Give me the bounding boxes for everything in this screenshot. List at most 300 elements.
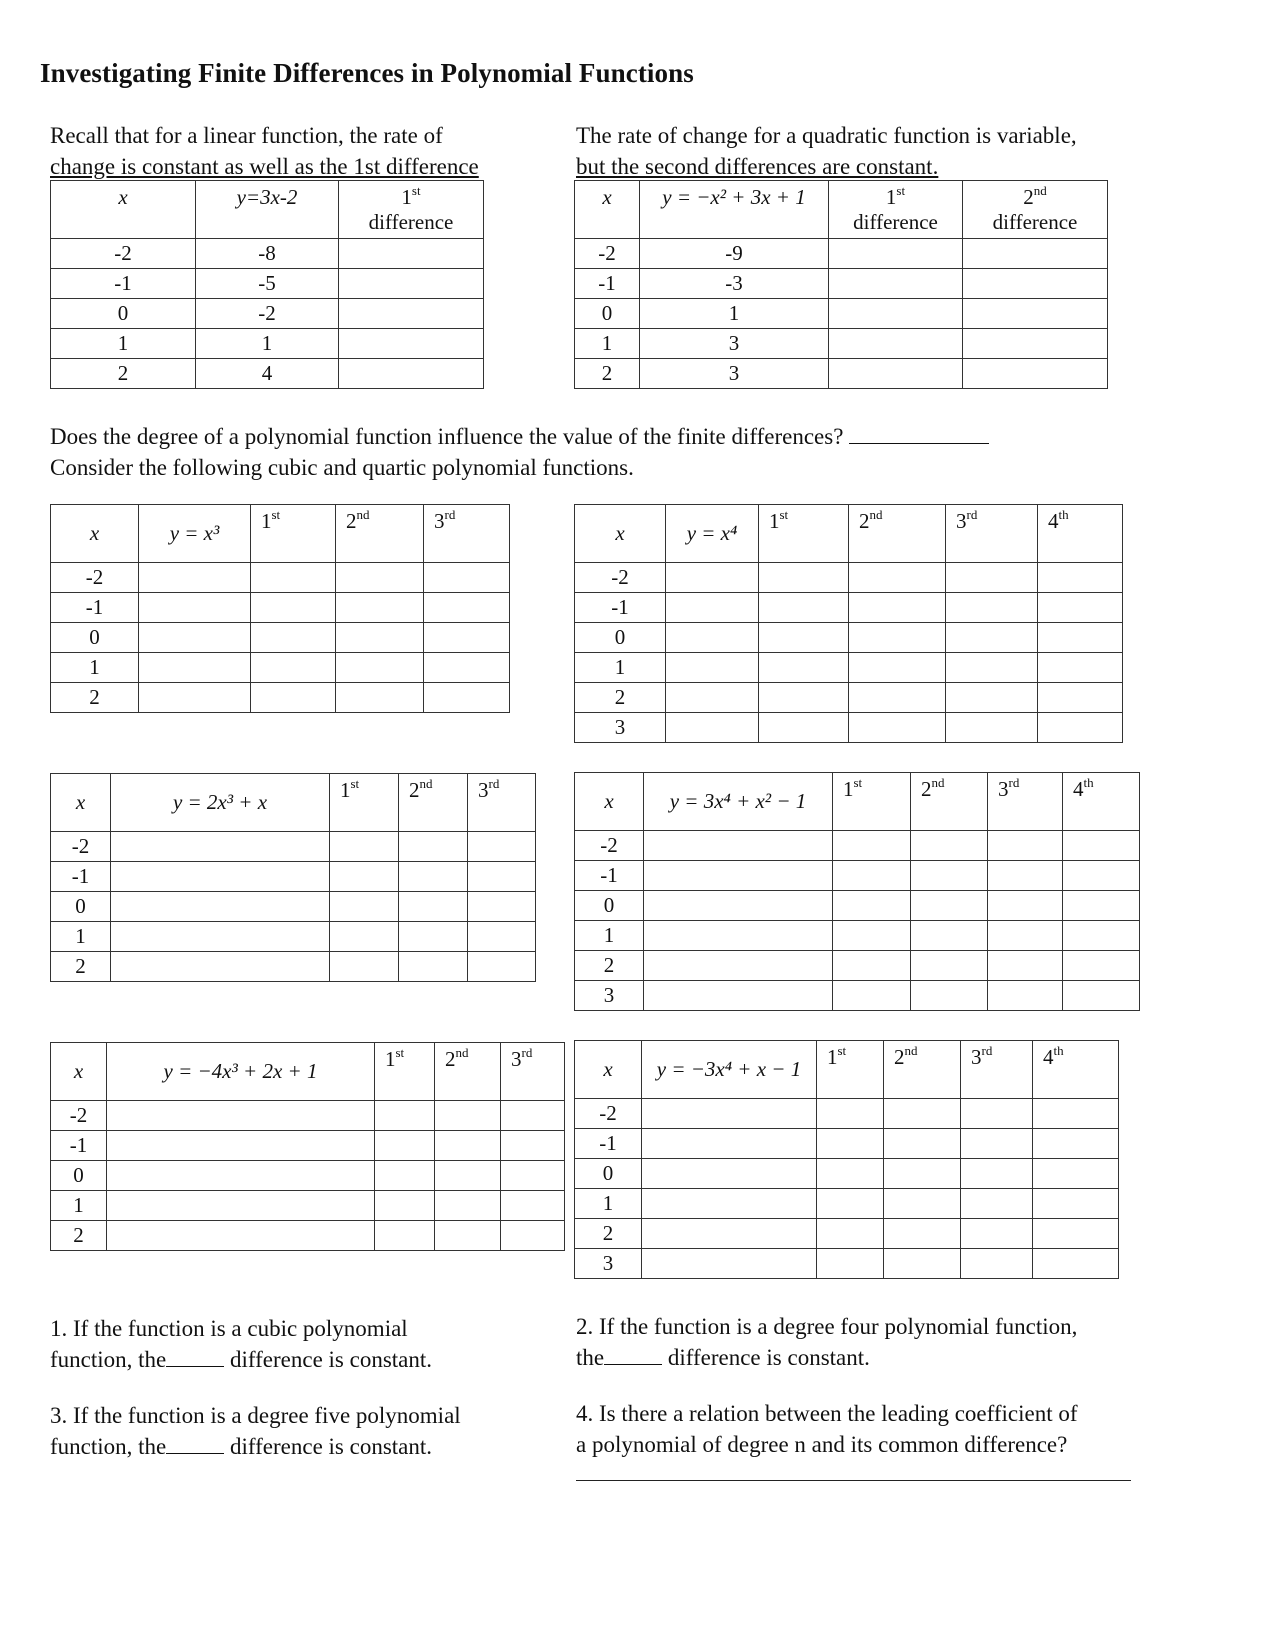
answer-cell[interactable] — [911, 831, 988, 861]
answer-cell[interactable] — [139, 563, 251, 593]
answer-cell[interactable] — [759, 563, 849, 593]
answer-cell[interactable] — [759, 713, 849, 743]
answer-cell[interactable] — [139, 623, 251, 653]
answer-cell[interactable] — [849, 563, 946, 593]
answer-cell[interactable] — [336, 593, 424, 623]
question-3 — [50, 1400, 530, 1462]
answer-cell[interactable] — [399, 892, 468, 922]
answer-cell[interactable] — [833, 951, 911, 981]
answer-cell[interactable] — [884, 1159, 961, 1189]
answer-cell[interactable] — [817, 1129, 884, 1159]
difference-header-3 — [946, 505, 1038, 563]
equation-header: y = x⁴ — [666, 505, 759, 563]
answer-cell[interactable] — [435, 1101, 501, 1131]
quadratic-second-diff-header — [963, 181, 1108, 239]
answer-cell[interactable] — [139, 653, 251, 683]
difference-header-4 — [1033, 1041, 1119, 1099]
table-row — [51, 623, 510, 653]
answer-cell[interactable] — [399, 952, 468, 982]
answer-cell[interactable] — [375, 1161, 435, 1191]
answer-cell[interactable] — [424, 683, 510, 713]
answer-cell[interactable] — [251, 623, 336, 653]
answer-cell[interactable] — [330, 922, 399, 952]
answer-cell[interactable] — [849, 683, 946, 713]
ord-sup: rd — [981, 1043, 993, 1058]
answer-cell[interactable] — [501, 1191, 565, 1221]
answer-cell[interactable] — [946, 653, 1038, 683]
ord-sup: rd — [966, 507, 978, 522]
answer-cell[interactable] — [961, 1249, 1033, 1279]
answer-cell[interactable] — [642, 1159, 817, 1189]
ord-sup: nd — [455, 1045, 469, 1060]
equation-header: y = x³ — [139, 505, 251, 563]
answer-cell[interactable] — [375, 1101, 435, 1131]
x-value-cell: -1 — [51, 593, 139, 623]
difference-header-1 — [833, 773, 911, 831]
answer-cell[interactable] — [946, 563, 1038, 593]
answer-cell[interactable] — [375, 1221, 435, 1251]
table-row — [575, 653, 1123, 683]
answer-cell[interactable] — [642, 1249, 817, 1279]
answer-cell[interactable] — [666, 653, 759, 683]
y-value-cell: -5 — [196, 269, 339, 299]
ord-num: 4 — [1073, 777, 1084, 801]
answer-cell[interactable] — [111, 952, 330, 982]
answer-cell[interactable] — [1063, 861, 1140, 891]
quadratic-first-diff-header — [829, 181, 963, 239]
answer-cell[interactable] — [501, 1131, 565, 1161]
table-row — [575, 713, 1123, 743]
answer-cell[interactable] — [829, 359, 963, 389]
table-row — [51, 1161, 565, 1191]
table-row — [575, 359, 1108, 389]
answer-cell[interactable] — [911, 951, 988, 981]
table-row — [575, 563, 1123, 593]
answer-cell[interactable] — [833, 861, 911, 891]
answer-cell[interactable] — [829, 299, 963, 329]
answer-cell[interactable] — [961, 1219, 1033, 1249]
answer-cell[interactable] — [1063, 921, 1140, 951]
y-value-cell: 3 — [640, 329, 829, 359]
q2-text-b: difference is constant. — [667, 1345, 870, 1370]
answer-cell[interactable] — [468, 922, 536, 952]
answer-cell[interactable] — [963, 329, 1108, 359]
answer-cell[interactable] — [435, 1131, 501, 1161]
answer-cell[interactable] — [1038, 683, 1123, 713]
answer-cell[interactable] — [1038, 593, 1123, 623]
answer-cell[interactable] — [817, 1219, 884, 1249]
table-row — [575, 329, 1108, 359]
answer-cell[interactable] — [1033, 1099, 1119, 1129]
equation-header: y = 2x³ + x — [111, 774, 330, 832]
answer-cell[interactable] — [111, 892, 330, 922]
answer-cell[interactable] — [501, 1221, 565, 1251]
answer-cell[interactable] — [644, 921, 833, 951]
answer-cell[interactable] — [829, 329, 963, 359]
answer-cell[interactable] — [375, 1131, 435, 1161]
answer-cell[interactable] — [988, 861, 1063, 891]
answer-cell[interactable] — [988, 981, 1063, 1011]
answer-cell[interactable] — [339, 239, 484, 269]
x-value-cell: 2 — [51, 683, 139, 713]
answer-cell[interactable] — [884, 1129, 961, 1159]
answer-cell[interactable] — [330, 952, 399, 982]
x-value-cell: 2 — [51, 952, 111, 982]
x-value-cell: 0 — [575, 623, 666, 653]
header-row — [575, 1041, 1119, 1099]
header-row — [51, 1043, 565, 1101]
table-row — [575, 831, 1140, 861]
answer-cell[interactable] — [911, 861, 988, 891]
answer-cell[interactable] — [251, 563, 336, 593]
answer-cell[interactable] — [817, 1189, 884, 1219]
answer-cell[interactable] — [1038, 653, 1123, 683]
ord-num: 2 — [859, 509, 870, 533]
answer-cell[interactable] — [336, 653, 424, 683]
answer-cell[interactable] — [644, 861, 833, 891]
answer-cell[interactable] — [644, 951, 833, 981]
ord-num: 3 — [971, 1045, 982, 1069]
answer-cell[interactable] — [961, 1129, 1033, 1159]
q1-line2 — [50, 1344, 520, 1375]
x-header: x — [575, 1041, 642, 1099]
table-row — [51, 1101, 565, 1131]
degree-question-line2: Consider the following cubic and quartic polynomial functions. — [50, 455, 634, 480]
answer-cell[interactable] — [468, 952, 536, 982]
answer-cell[interactable] — [963, 299, 1108, 329]
answer-cell[interactable] — [946, 623, 1038, 653]
answer-cell[interactable] — [666, 683, 759, 713]
ord-sup: st — [779, 507, 789, 522]
quadratic-intro — [576, 120, 1136, 182]
answer-cell[interactable] — [817, 1249, 884, 1279]
ord-num: 2 — [346, 509, 357, 533]
answer-cell[interactable] — [946, 593, 1038, 623]
x-value-cell: -2 — [51, 1101, 107, 1131]
answer-cell[interactable] — [399, 862, 468, 892]
equation-header: y = −4x³ + 2x + 1 — [107, 1043, 375, 1101]
answer-cell[interactable] — [1033, 1159, 1119, 1189]
difference-header-2 — [336, 505, 424, 563]
ord-num: 1 — [827, 1045, 838, 1069]
answer-cell[interactable] — [946, 713, 1038, 743]
x-value-cell: -2 — [575, 831, 644, 861]
answer-cell[interactable] — [963, 359, 1108, 389]
y-value-cell: 1 — [196, 329, 339, 359]
difference-header-2 — [911, 773, 988, 831]
answer-cell[interactable] — [1033, 1189, 1119, 1219]
answer-cell[interactable] — [435, 1191, 501, 1221]
answer-cell[interactable] — [107, 1221, 375, 1251]
diff-word: difference — [368, 210, 454, 234]
answer-cell[interactable] — [642, 1219, 817, 1249]
difference-header-1 — [759, 505, 849, 563]
answer-cell[interactable] — [251, 683, 336, 713]
x-header: x — [51, 1043, 107, 1101]
answer-cell[interactable] — [339, 299, 484, 329]
answer-cell[interactable] — [849, 653, 946, 683]
x-value-cell: 1 — [51, 1191, 107, 1221]
difference-header-3 — [468, 774, 536, 832]
cubic-b-table — [50, 773, 536, 982]
answer-cell[interactable] — [644, 891, 833, 921]
answer-cell[interactable] — [468, 832, 536, 862]
answer-cell[interactable] — [884, 1099, 961, 1129]
difference-header-1 — [330, 774, 399, 832]
answer-cell[interactable] — [963, 239, 1108, 269]
table-row — [575, 861, 1140, 891]
diff-word: difference — [992, 210, 1078, 234]
table-row — [51, 1131, 565, 1161]
answer-cell[interactable] — [399, 832, 468, 862]
x-value-cell: 1 — [575, 329, 640, 359]
answer-cell[interactable] — [111, 832, 330, 862]
answer-cell[interactable] — [666, 593, 759, 623]
ord-sup: nd — [1033, 183, 1047, 198]
diff-word: difference — [853, 210, 938, 234]
answer-cell[interactable] — [107, 1191, 375, 1221]
ord-num: 2 — [445, 1047, 456, 1071]
ord-sup: th — [1058, 507, 1069, 522]
answer-cell[interactable] — [833, 921, 911, 951]
degree-question-line1 — [50, 421, 1150, 452]
ord-sup: rd — [488, 776, 500, 791]
y-value-cell: -8 — [196, 239, 339, 269]
answer-cell[interactable] — [911, 921, 988, 951]
quartic-c-table — [574, 1040, 1119, 1279]
quadratic-equation-header: y = −x² + 3x + 1 — [640, 181, 829, 239]
difference-header-3 — [988, 773, 1063, 831]
q1-text-b: difference is constant. — [230, 1347, 433, 1372]
ord-sup: th — [1083, 775, 1094, 790]
answer-cell[interactable] — [336, 683, 424, 713]
table-row — [575, 239, 1108, 269]
table-row — [575, 623, 1123, 653]
x-value-cell: 2 — [575, 1219, 642, 1249]
difference-header-3 — [501, 1043, 565, 1101]
answer-cell[interactable] — [849, 593, 946, 623]
answer-cell[interactable] — [988, 831, 1063, 861]
answer-cell[interactable] — [829, 269, 963, 299]
x-value-cell: 0 — [575, 891, 644, 921]
answer-cell[interactable] — [849, 623, 946, 653]
answer-cell[interactable] — [111, 922, 330, 952]
ord-num: 1 — [340, 778, 351, 802]
answer-cell[interactable] — [339, 329, 484, 359]
answer-cell[interactable] — [251, 593, 336, 623]
answer-cell[interactable] — [424, 623, 510, 653]
answer-cell[interactable] — [424, 563, 510, 593]
answer-cell[interactable] — [759, 623, 849, 653]
x-value-cell: 0 — [575, 1159, 642, 1189]
answer-cell[interactable] — [666, 623, 759, 653]
ord-num: 2 — [1023, 185, 1034, 209]
answer-cell[interactable] — [336, 623, 424, 653]
x-value-cell: 1 — [51, 653, 139, 683]
ord-num: 2 — [921, 777, 932, 801]
answer-cell[interactable] — [1033, 1129, 1119, 1159]
answer-cell[interactable] — [642, 1129, 817, 1159]
answer-cell[interactable] — [468, 892, 536, 922]
q4-line2: a polynomial of degree n and its common difference? — [576, 1432, 1068, 1457]
table-row — [575, 683, 1123, 713]
answer-cell[interactable] — [911, 981, 988, 1011]
table-row — [51, 239, 484, 269]
answer-cell[interactable] — [961, 1159, 1033, 1189]
answer-cell[interactable] — [435, 1221, 501, 1251]
answer-cell[interactable] — [988, 891, 1063, 921]
q2-blank[interactable] — [604, 1342, 662, 1365]
answer-cell[interactable] — [107, 1161, 375, 1191]
answer-cell[interactable] — [961, 1189, 1033, 1219]
answer-cell[interactable] — [666, 563, 759, 593]
ord-sup: rd — [1008, 775, 1020, 790]
ord-sup: nd — [419, 776, 433, 791]
answer-cell[interactable] — [817, 1159, 884, 1189]
answer-cell[interactable] — [884, 1219, 961, 1249]
answer-cell[interactable] — [759, 653, 849, 683]
answer-cell[interactable] — [330, 862, 399, 892]
answer-cell[interactable] — [884, 1189, 961, 1219]
answer-cell[interactable] — [1038, 563, 1123, 593]
header-row — [51, 774, 536, 832]
y-value-cell: 4 — [196, 359, 339, 389]
q4-answer-line[interactable] — [576, 1480, 1131, 1481]
header-row — [575, 773, 1140, 831]
answer-cell[interactable] — [1063, 981, 1140, 1011]
answer-cell[interactable] — [339, 359, 484, 389]
answer-cell[interactable] — [946, 683, 1038, 713]
ord-sup: rd — [444, 507, 456, 522]
answer-cell[interactable] — [642, 1099, 817, 1129]
ord-num: 3 — [998, 777, 1009, 801]
answer-cell[interactable] — [336, 563, 424, 593]
answer-cell[interactable] — [251, 653, 336, 683]
answer-cell[interactable] — [468, 862, 536, 892]
answer-cell[interactable] — [1038, 623, 1123, 653]
q1-text-a: function, the — [50, 1347, 167, 1372]
table-row — [575, 593, 1123, 623]
answer-cell[interactable] — [424, 653, 510, 683]
answer-cell[interactable] — [642, 1189, 817, 1219]
answer-cell[interactable] — [1063, 951, 1140, 981]
table-row — [51, 593, 510, 623]
answer-cell[interactable] — [501, 1161, 565, 1191]
ord-sup: st — [395, 1045, 405, 1060]
answer-cell[interactable] — [817, 1099, 884, 1129]
header-row — [51, 505, 510, 563]
ord-num: 3 — [478, 778, 489, 802]
question-2 — [576, 1311, 1156, 1373]
ord-sup: rd — [521, 1045, 533, 1060]
answer-cell[interactable] — [424, 593, 510, 623]
x-value-cell: 1 — [575, 1189, 642, 1219]
linear-intro-line1: Recall that for a linear function, the rate of — [50, 123, 443, 148]
answer-cell[interactable] — [961, 1099, 1033, 1129]
table-row — [575, 951, 1140, 981]
answer-cell[interactable] — [1033, 1219, 1119, 1249]
answer-cell[interactable] — [963, 269, 1108, 299]
ord-sup: st — [853, 775, 863, 790]
answer-cell[interactable] — [107, 1131, 375, 1161]
answer-cell[interactable] — [339, 269, 484, 299]
x-value-cell: 0 — [51, 623, 139, 653]
answer-cell[interactable] — [375, 1191, 435, 1221]
answer-cell[interactable] — [666, 713, 759, 743]
answer-cell[interactable] — [759, 683, 849, 713]
answer-cell[interactable] — [111, 862, 330, 892]
answer-cell[interactable] — [330, 832, 399, 862]
answer-cell[interactable] — [399, 922, 468, 952]
degree-question — [50, 421, 1150, 483]
q3-line2 — [50, 1431, 530, 1462]
q2-line2 — [576, 1342, 1156, 1373]
answer-cell[interactable] — [759, 593, 849, 623]
ord-num: 4 — [1048, 509, 1059, 533]
x-value-cell: 1 — [575, 653, 666, 683]
quartic-a-table — [574, 504, 1123, 743]
table-row — [51, 952, 536, 982]
answer-cell[interactable] — [849, 713, 946, 743]
answer-cell[interactable] — [1063, 891, 1140, 921]
x-value-cell: 3 — [575, 981, 644, 1011]
table-row — [51, 563, 510, 593]
x-value-cell: -2 — [575, 1099, 642, 1129]
answer-cell[interactable] — [988, 951, 1063, 981]
table-row — [51, 892, 536, 922]
ord-num: 1 — [401, 185, 412, 209]
x-value-cell: 0 — [51, 892, 111, 922]
answer-cell[interactable] — [1038, 713, 1123, 743]
x-value-cell: 3 — [575, 1249, 642, 1279]
table-row — [51, 1221, 565, 1251]
table-row — [51, 329, 484, 359]
x-value-cell: -1 — [575, 1129, 642, 1159]
answer-cell[interactable] — [833, 981, 911, 1011]
answer-cell[interactable] — [107, 1101, 375, 1131]
answer-cell[interactable] — [644, 831, 833, 861]
table-row — [575, 299, 1108, 329]
answer-cell[interactable] — [139, 593, 251, 623]
answer-cell[interactable] — [644, 981, 833, 1011]
ord-num: 3 — [434, 509, 445, 533]
q1-blank[interactable] — [166, 1344, 224, 1367]
answer-cell[interactable] — [435, 1161, 501, 1191]
linear-intro — [50, 120, 530, 182]
ord-sup: st — [411, 183, 421, 198]
cubic-c-table — [50, 1042, 565, 1251]
difference-header-1 — [817, 1041, 884, 1099]
answer-cell[interactable] — [833, 831, 911, 861]
x-value-cell: -1 — [575, 861, 644, 891]
x-value-cell: -1 — [51, 862, 111, 892]
answer-cell[interactable] — [833, 891, 911, 921]
answer-cell[interactable] — [911, 891, 988, 921]
y-value-cell: -9 — [640, 239, 829, 269]
answer-cell[interactable] — [884, 1249, 961, 1279]
answer-cell[interactable] — [330, 892, 399, 922]
answer-cell[interactable] — [1063, 831, 1140, 861]
ord-num: 1 — [261, 509, 272, 533]
answer-cell[interactable] — [988, 921, 1063, 951]
answer-cell[interactable] — [139, 683, 251, 713]
answer-cell[interactable] — [829, 239, 963, 269]
answer-blank[interactable] — [849, 421, 989, 444]
quartic-b-table — [574, 772, 1140, 1011]
answer-cell[interactable] — [1033, 1249, 1119, 1279]
q3-blank[interactable] — [166, 1431, 224, 1454]
answer-cell[interactable] — [501, 1101, 565, 1131]
